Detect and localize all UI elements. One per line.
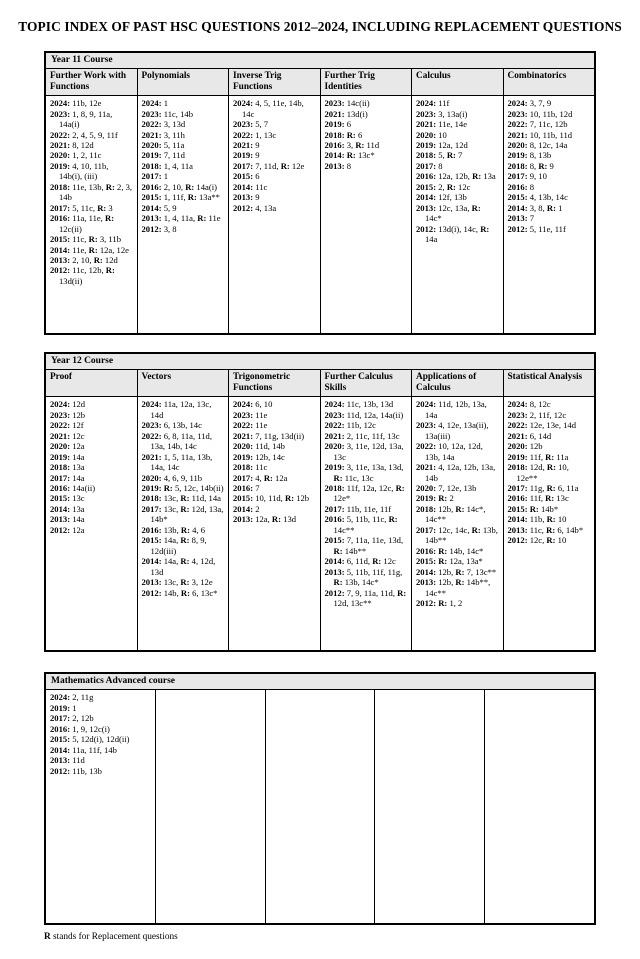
year-entry: 2013: 14a: [50, 514, 85, 525]
replacement-note-text: stands for Replacement questions: [50, 932, 178, 943]
year-entry: 2014: 11a, 11f, 14b: [50, 744, 117, 755]
year-entry: 2015: 5, 12d(i), 12d(ii): [50, 734, 130, 745]
year-entry: 2022: 11e: [233, 420, 268, 431]
document-page: [0, 19, 640, 959]
table-cell: [321, 96, 413, 333]
year-entry: 2021: 6, 14d: [507, 430, 552, 441]
column-header-vectors: Vectors: [138, 370, 230, 396]
year-entry: 2013: 12b, R: 14b**, 14c**: [416, 577, 491, 598]
year-entry: 2013: 1, 4, 11a, R: 11e: [141, 213, 221, 224]
year-entry: 2013: 5, 11b, 11f, 11g, R: 13b, 14c*: [324, 566, 403, 588]
year-entry: 2023: 14c(ii): [324, 98, 370, 109]
year-entry: 2012: 12a: [50, 524, 85, 535]
year-entry: 2024: 11d, 12b, 13a, 14a: [416, 399, 487, 420]
year-entry: 2024: 1: [141, 98, 169, 109]
year-entry: 2023: 10, 11b, 12d: [507, 108, 573, 119]
column-header-further-trig-identities: Further Trig Identities: [321, 69, 413, 95]
table-cell: [266, 690, 376, 923]
year-entry: 2020: 12a: [50, 441, 85, 452]
table-cell: [375, 690, 485, 923]
column-header-further-calculus-skills: Further Calculus Skills: [321, 370, 413, 396]
year-entry: 2020: 10: [416, 129, 447, 140]
year-entry: 2012: 12c, R: 10: [507, 535, 567, 546]
year-entry: 2016: 7: [233, 483, 260, 493]
year-entry: 2014: 5, 9: [141, 202, 177, 213]
year-entry: 2012: R: 1, 2: [416, 597, 463, 608]
table-cell: [46, 96, 138, 333]
year-entry: 2017: 12c, 14c, R: 13b, 14b**: [416, 524, 498, 546]
year-entry: 2024: 11a, 12a, 13c, 14d: [141, 399, 212, 420]
year-entry: 2014: 11e, R: 12a, 12e: [50, 244, 129, 255]
year-entry: 2023: 1, 8, 9, 11a, 14a(i): [50, 108, 113, 130]
year-entry: 2021: 1, 5, 11a, 13b, 14a, 14c: [141, 451, 213, 473]
year-entry: 2014: 3, 8, R: 1: [507, 202, 563, 213]
year-entry: 2024: 4, 5, 11e, 14b, 14c: [233, 98, 304, 119]
year-entry: 2017: 2, 12b: [50, 713, 94, 724]
year-entry: 2024: 11f: [416, 98, 450, 109]
page-title: TOPIC INDEX OF PAST HSC QUESTIONS 2012–2024, INCLUDING REPLACEMENT QUESTIONS: [18, 19, 622, 34]
year-entry: 2024: 6, 10: [233, 399, 273, 410]
table-cell: [321, 397, 413, 650]
column-header-combinatorics: Combinatorics: [507, 71, 567, 81]
year-entry: 2024: 11b, 12e: [50, 98, 102, 109]
year-entry: 2015: 13c: [50, 493, 85, 504]
year-entry: 2022: 10, 12a, 12d, 13b, 14a: [416, 441, 483, 462]
year-entry: 2018: 12b, R: 14c*, 14c**: [416, 503, 486, 525]
mathematics-advanced-table: [44, 672, 596, 925]
year-entry: 2014: 12f, 13b: [416, 192, 467, 203]
year-entry: 2012: 7, 9, 11a, 11d, R: 12d, 13c**: [324, 587, 407, 608]
mathematics-advanced-table-body: [46, 690, 594, 923]
year-entry: 2016: 12a, 12b, R: 13a: [416, 171, 496, 182]
year-entry: 2021: 11e, 14e: [416, 119, 468, 130]
year-12-table-body: [46, 397, 594, 650]
year-entry: 2021: 8, 12d: [50, 140, 94, 150]
year-entry: 2022: 3, 13d: [141, 119, 186, 130]
table-cell: [504, 96, 595, 333]
year-entry: 2019: 11f, R: 11a: [507, 451, 569, 462]
replacement-note-r: R: [44, 932, 51, 943]
year-entry: 2017: 11g, R: 6, 11a: [507, 483, 579, 493]
table-cell: [229, 96, 321, 333]
year-entry: 2013: 13c, R: 3, 12e: [141, 577, 213, 588]
year-entry: 2018: 11f, 12a, 12c, R: 12e*: [324, 483, 405, 504]
year-entry: 2020: 8, 12c, 14a: [507, 140, 568, 150]
year-entry: 2017: 8: [416, 160, 443, 171]
table-cell: [485, 690, 594, 923]
table-cell: [46, 397, 138, 650]
year-12-column-headers: [46, 370, 594, 397]
year-entry: 2024: 11c, 13b, 13d: [324, 399, 394, 410]
year-entry: 2014: 11c: [233, 181, 268, 192]
year-entry: 2012: 3, 8: [141, 223, 177, 234]
year-entry: 2016: 11f, R: 13c: [507, 493, 569, 504]
year-entry: 2016: 13b, R: 4, 6: [141, 524, 206, 535]
year-entry: 2017: 7, 11d, R: 12e: [233, 160, 305, 171]
table-cell: [138, 397, 230, 650]
year-entry: 2019: 3, 11e, 13a, 13d, R: 11c, 13c: [324, 462, 404, 483]
year-entry: 2020: 11d, 14b: [233, 441, 285, 452]
year-entry: 2019: R: 5, 12c, 14b(ii): [141, 483, 224, 493]
year-entry: 2017: 4, R: 12a: [233, 472, 288, 483]
year-entry: 2017: 14a: [50, 472, 85, 483]
year-entry: 2015: 4, 13b, 14c: [507, 192, 568, 203]
year-entry: 2022: 7, 11c, 12b: [507, 119, 568, 130]
year-entry: 2023: 11d, 12a, 14a(ii): [324, 409, 404, 420]
year-11-course-table: [44, 51, 596, 335]
year-entry: 2019: 4, 10, 11b, 14b(i), (iii): [50, 160, 109, 182]
year-entry: 2018: 13c, R: 11d, 14a: [141, 493, 221, 504]
year-entry: 2014: 12b, R: 7, 13c**: [416, 566, 497, 577]
year-entry: 2020: 5, 11a: [141, 140, 185, 150]
year-11-course-header: Year 11 Course: [46, 53, 594, 69]
year-entry: 2013: 2, 10, R: 12d: [50, 254, 118, 265]
year-12-course-table: [44, 352, 596, 652]
replacement-note: [44, 932, 640, 942]
year-entry: 2014: R: 13c*: [324, 150, 375, 161]
year-entry: 2015: 11c, R: 3, 11b: [50, 234, 122, 245]
year-entry: 2021: 9: [233, 140, 260, 150]
year-entry: 2018: 13a: [50, 462, 85, 473]
year-entry: 2014: 6, 11d, R: 12c: [324, 556, 396, 567]
year-entry: 2015: 10, 11d, R: 12b: [233, 493, 310, 504]
year-entry: 2016: 2, 10, R: 14a(i): [141, 181, 217, 192]
year-entry: 2013: 12a, R: 13d: [233, 514, 297, 525]
year-entry: 2019: 6: [324, 119, 352, 130]
year-entry: 2021: 12c: [50, 430, 85, 441]
year-entry: 2018: 12d, R: 10, 12e**: [507, 462, 569, 483]
year-entry: 2023: 4, 12e, 13a(ii), 13a(iii): [416, 420, 489, 441]
year-entry: 2016: 14a(ii): [50, 483, 96, 493]
year-entry: 2021: 3, 11h: [141, 129, 185, 140]
year-entry: 2020: 7, 12e, 13b: [416, 483, 477, 493]
year-entry: 2020: 4, 6, 9, 11b: [141, 472, 203, 483]
column-header-inverse-trig-functions: Inverse Trig Functions: [229, 69, 321, 95]
year-entry: 2023: 11c, 14b: [141, 108, 193, 119]
table-cell: [138, 96, 230, 333]
year-entry: 2019: 9: [233, 150, 260, 161]
column-header-statistical-analysis: Statistical Analysis: [507, 372, 583, 383]
table-cell: [412, 397, 504, 650]
year-entry: 2016: 5, 11b, 11c, R: 14c**: [324, 514, 398, 535]
year-entry: 2019: R: 2: [416, 493, 454, 504]
year-entry: 2023: 3, 13a(i): [416, 108, 468, 119]
table-cell: [229, 397, 321, 650]
year-entry: 2016: 8: [507, 181, 535, 192]
year-entry: 2018: R: 6: [324, 129, 363, 140]
year-entry: 2013: 11c, R: 6, 14b*: [507, 524, 584, 535]
year-entry: 2014: 2: [233, 503, 260, 514]
year-entry: 2021: 13d(i): [324, 108, 368, 119]
year-entry: 2024: 8, 12c: [507, 399, 551, 410]
year-entry: 2019: 7, 11d: [141, 150, 185, 161]
year-entry: 2023: 12b: [50, 409, 86, 420]
year-entry: 2013: 11d: [50, 755, 85, 766]
column-header-calculus: Calculus: [412, 69, 504, 95]
year-entry: 2018: 1, 4, 11a: [141, 160, 193, 171]
year-entry: 2012: 11c, 12b, R: 13d(ii): [50, 265, 115, 286]
year-entry: 2015: 14a, R: 8, 9, 12d(iii): [141, 535, 207, 556]
column-header-further-work-with-functions: Further Work with Functions: [46, 69, 138, 95]
column-header-polynomials: Polynomials: [138, 69, 230, 95]
year-entry: 2013: 9: [233, 192, 260, 203]
year-entry: 2015: R: 12a, 13a*: [416, 556, 483, 567]
year-entry: 2012: 13d(i), 14c, R: 14a: [416, 223, 490, 245]
year-entry: 2015: R: 14b*: [507, 503, 559, 514]
year-entry: 2019: 14a: [50, 451, 85, 462]
year-entry: 2023: 6, 13b, 14c: [141, 420, 202, 431]
year-entry: 2016: R: 14b, 14c*: [416, 545, 484, 556]
year-entry: 2015: 6: [233, 171, 260, 182]
year-entry: 2019: 1: [50, 702, 77, 713]
year-entry: 2012: 4, 13a: [233, 202, 277, 213]
year-entry: 2018: 8, R: 9: [507, 160, 554, 171]
year-entry: 2013: 8: [324, 160, 352, 171]
year-entry: 2024: 12d: [50, 399, 86, 410]
year-entry: 2015: 1, 11f, R: 13a**: [141, 192, 220, 203]
column-header-trigonometric-functions: Trigonometric Functions: [229, 370, 321, 396]
year-entry: 2024: 3, 7, 9: [507, 98, 552, 109]
year-entry: 2022: 6, 8, 11a, 11d, 13a, 14b, 14c: [141, 430, 213, 452]
year-entry: 2017: 9, 10: [507, 171, 547, 182]
year-entry: 2012: 14b, R: 6, 13c*: [141, 587, 218, 598]
year-entry: 2017: 1: [141, 171, 169, 182]
mathematics-advanced-header: Mathematics Advanced course: [46, 674, 594, 690]
year-entry: 2013: 12c, 13a, R: 14c*: [416, 202, 481, 224]
year-entry: 2017: 11b, 11e, 11f: [324, 503, 392, 514]
year-12-course-header: Year 12 Course: [46, 354, 594, 370]
year-entry: 2021: 4, 12a, 12b, 13a, 14b: [416, 462, 496, 483]
year-entry: 2019: 8, 13b: [507, 150, 552, 161]
year-entry: 2018: 5, R: 7: [416, 150, 463, 161]
year-entry: 2024: 2, 11g: [50, 692, 94, 703]
year-entry: 2017: 5, 11c, R: 3: [50, 202, 113, 213]
year-entry: 2014: 11b, R: 10: [507, 514, 567, 525]
year-entry: 2022: 12e, 13e, 14d: [507, 420, 577, 431]
year-entry: 2017: 13c, R: 12d, 13a, 14b*: [141, 503, 224, 525]
year-entry: 2022: 12f: [50, 420, 84, 431]
year-entry: 2020: 12b: [507, 441, 543, 452]
year-entry: 2016: 11a, 11e, R: 12c(ii): [50, 213, 115, 234]
year-entry: 2014: 13a: [50, 503, 85, 514]
table-cell: [156, 690, 266, 923]
year-entry: 2019: 12b, 14c: [233, 451, 285, 462]
year-entry: 2021: 2, 11c, 11f, 13c: [324, 430, 400, 441]
year-entry: 2013: 7: [507, 213, 535, 224]
year-entry: 2019: 12a, 12d: [416, 140, 468, 150]
year-entry: 2021: 7, 11g, 13d(ii): [233, 430, 305, 441]
year-entry: 2016: 1, 9, 12c(i): [50, 723, 110, 734]
year-11-table-body: [46, 96, 594, 333]
year-entry: 2015: 7, 11a, 11e, 13d, R: 14b**: [324, 535, 404, 556]
year-entry: 2018: 11c: [233, 462, 268, 473]
year-entry: 2016: 3, R: 11d: [324, 140, 380, 150]
year-entry: 2020: 3, 11e, 12d, 13a, 13c: [324, 441, 404, 462]
year-entry: 2022: 2, 4, 5, 9, 11f: [50, 129, 118, 140]
column-header-applications-of-calculus: Applications of Calculus: [412, 370, 504, 396]
table-cell: [46, 690, 156, 923]
year-entry: 2021: 10, 11b, 11d: [507, 129, 573, 140]
table-cell: [504, 397, 595, 650]
year-entry: 2012: 11b, 13b: [50, 765, 102, 776]
column-header-proof: Proof: [46, 370, 138, 396]
year-entry: 2014: 14a, R: 4, 12d, 13d: [141, 556, 216, 577]
year-entry: 2018: 11e, 13b, R: 2, 3, 14b: [50, 181, 133, 203]
year-entry: 2023: 2, 11f, 12c: [507, 409, 567, 420]
year-entry: 2012: 5, 11e, 11f: [507, 223, 566, 234]
year-entry: 2023: 11e: [233, 409, 268, 420]
year-entry: 2022: 1, 13c: [233, 129, 277, 140]
year-entry: 2020: 1, 2, 11c: [50, 150, 102, 161]
table-cell: [412, 96, 504, 333]
year-entry: 2023: 5, 7: [233, 119, 269, 130]
year-entry: 2015: 2, R: 12c: [416, 181, 471, 192]
year-11-column-headers: [46, 69, 594, 96]
year-entry: 2022: 11b, 12c: [324, 420, 376, 431]
